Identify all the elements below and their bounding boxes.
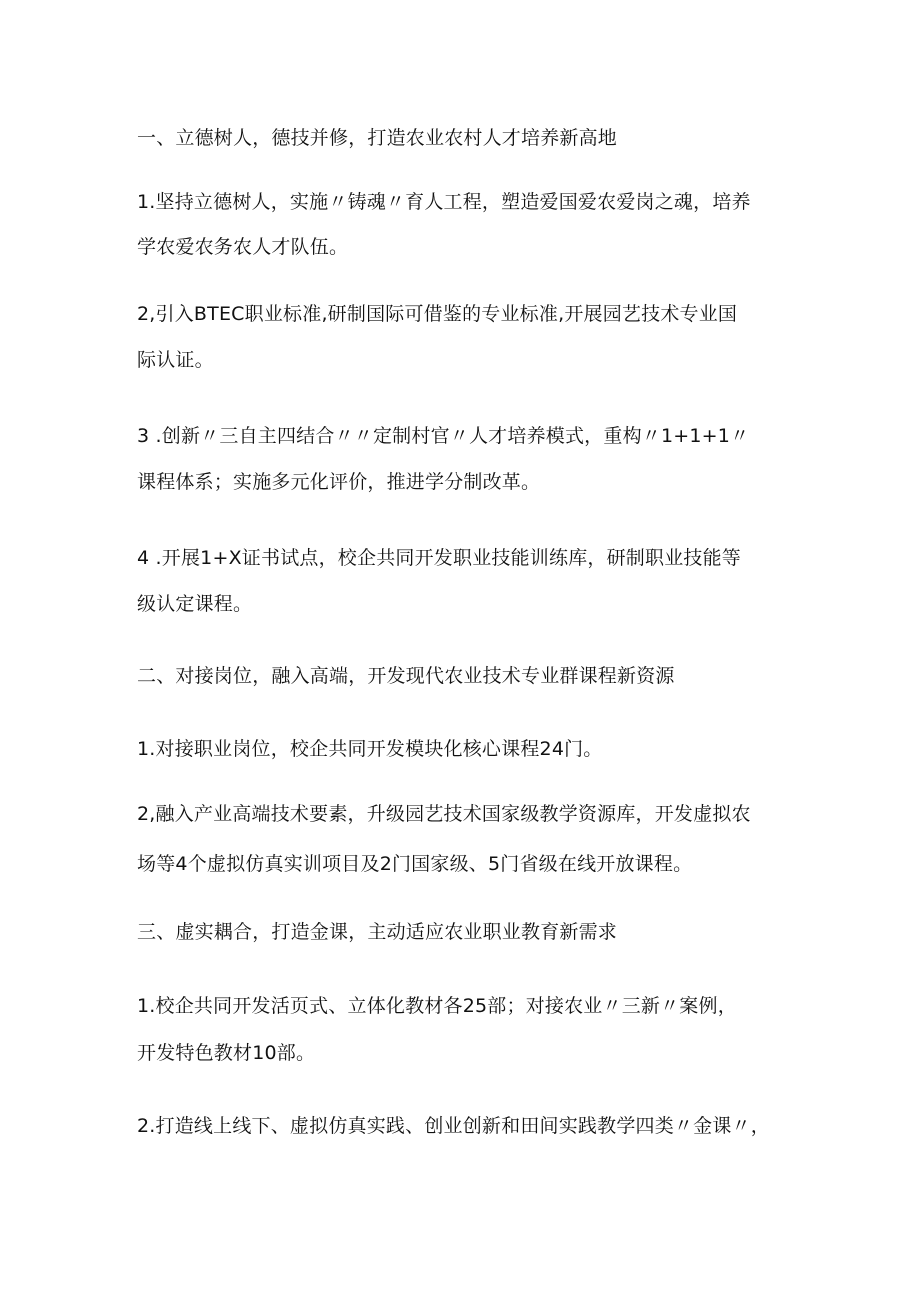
paragraph-1-1-line-1: 1.坚持立德树人，实施〃铸魂〃育人工程，塑造爱国爱农爱岗之魂，培养 [137,191,751,213]
paragraph-1-4-line-2: 级认定课程。 [137,593,253,615]
heading-section-3: 三、虚实耦合，打造金课，主动适应农业职业教育新需求 [137,921,618,943]
heading-section-1: 一、立德树人，德技并修，打造农业农村人才培养新高地 [137,127,618,149]
paragraph-3-1-line-2: 开发特色教材10部。 [137,1042,316,1064]
paragraph-1-3-line-1: 3 .创新〃三自主四结合〃〃定制村官〃人才培养模式，重构〃1+1+1〃 [137,425,750,447]
paragraph-2-1: 1.对接职业岗位，校企共同开发模块化核心课程24门。 [137,738,603,760]
paragraph-2-2-line-2: 场等4个虚拟仿真实训项目及2门国家级、5门省级在线开放课程。 [137,853,693,875]
paragraph-1-2-line-1: 2,引入BTEC职业标准,研制国际可借鉴的专业标准,开展园艺技术专业国 [137,303,738,325]
heading-section-2: 二、对接岗位，融入高端，开发现代农业技术专业群课程新资源 [137,665,675,687]
paragraph-1-2-line-2: 际认证。 [137,349,214,371]
paragraph-2-2-line-1: 2,融入产业高端技术要素，升级园艺技术国家级教学资源库，开发虚拟农 [137,803,751,825]
paragraph-1-4-line-1: 4 .开展1+X证书试点，校企共同开发职业技能训练库，研制职业技能等 [137,547,741,569]
paragraph-3-1-line-1: 1.校企共同开发活页式、立体化教材各25部；对接农业〃三新〃案例， [137,995,737,1017]
paragraph-1-3-line-2: 课程体系；实施多元化评价，推进学分制改革。 [137,471,541,493]
paragraph-3-2-line-1: 2.打造线上线下、虚拟仿真实践、创业创新和田间实践教学四类〃金课〃， [137,1115,770,1137]
paragraph-1-1-line-2: 学农爱农务农人才队伍。 [137,236,349,258]
